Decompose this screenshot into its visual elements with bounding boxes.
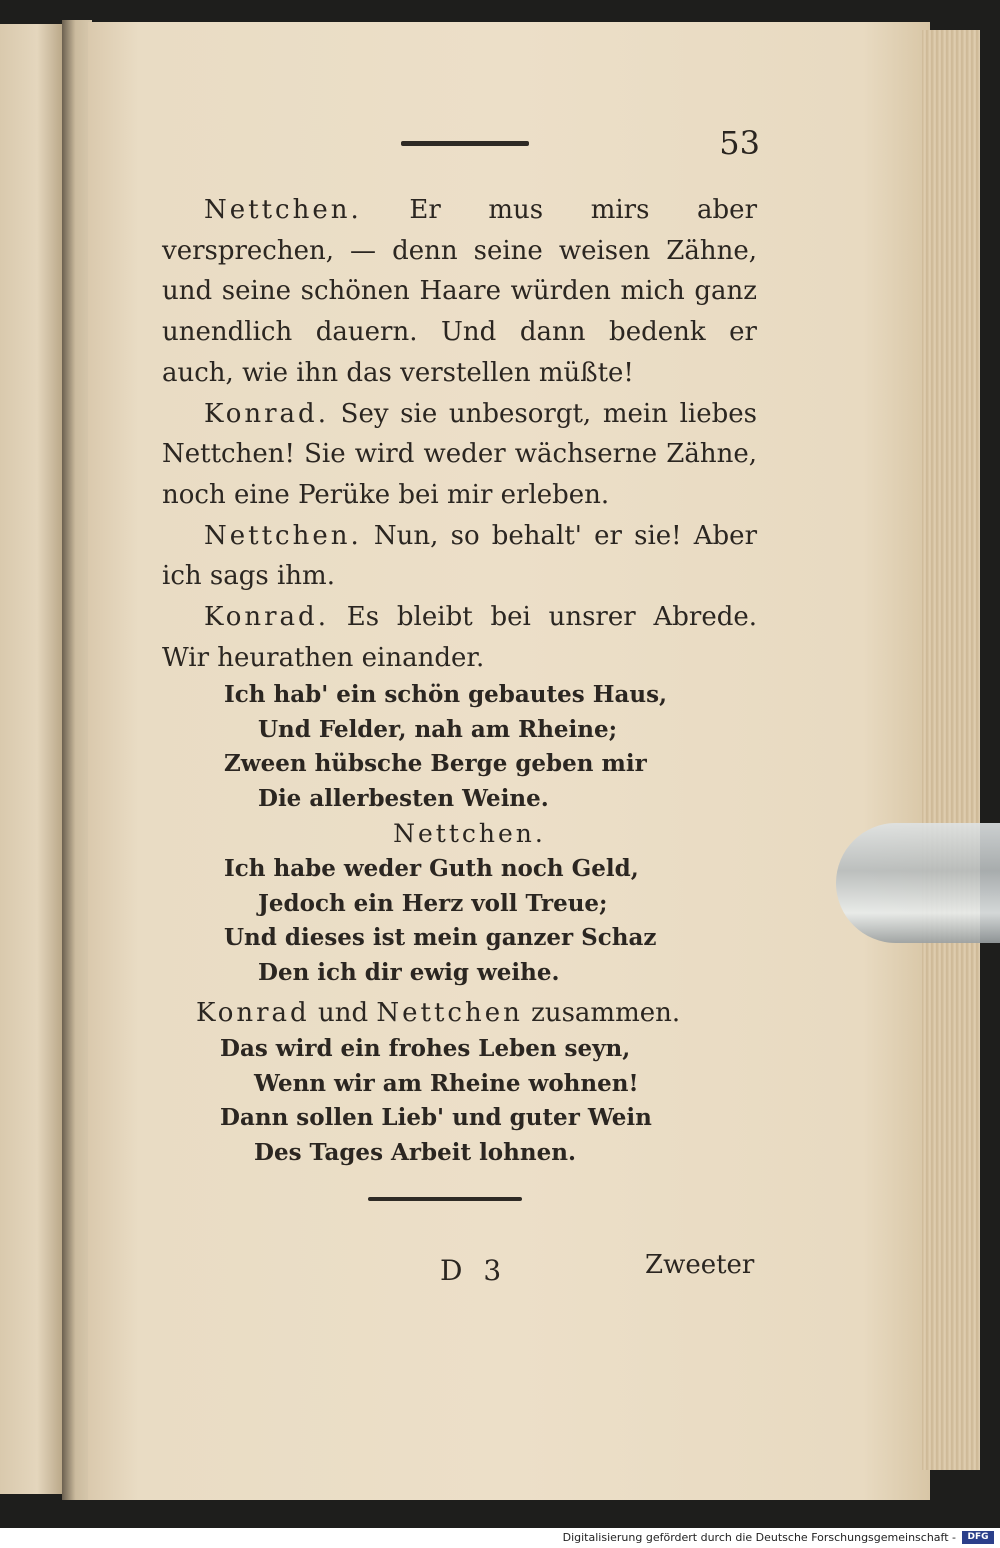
song-stanza-3 bbox=[162, 1032, 757, 1170]
page-number: 53 bbox=[719, 124, 760, 162]
verse-line: Ich hab' ein schön gebautes Haus, bbox=[224, 681, 668, 709]
funding-credit: Digitalisierung gefördert durch die Deutsche Forschungsgemeinschaft - bbox=[562, 1531, 956, 1544]
speaker-name: Nettchen. bbox=[204, 195, 362, 225]
speaker-joiner: und bbox=[317, 998, 369, 1029]
verse-line: Ich habe weder Guth noch Geld, bbox=[224, 855, 639, 883]
dialogue-paragraph-2 bbox=[162, 394, 757, 516]
credit-bar bbox=[0, 1528, 1000, 1548]
speaker-name: Nettchen bbox=[376, 998, 523, 1029]
sheet-signature: D 3 bbox=[440, 1254, 508, 1287]
stanza-speakers-together bbox=[162, 994, 757, 1032]
page-block-edge bbox=[922, 30, 980, 1470]
speaker-name: Konrad. bbox=[204, 398, 329, 429]
stanza-speaker: Nettchen. bbox=[393, 819, 546, 849]
speaker-name: Nettchen. bbox=[204, 520, 362, 551]
dialogue-paragraph-3 bbox=[162, 516, 757, 597]
verse-line: Die allerbesten Weine. bbox=[258, 784, 549, 812]
dialogue-text: Er mus mirs aber versprechen, — denn seine weisen Zähne, und seine schönen Haare würden mich ganz unendlich dauern. Und dann bedenk er auch, wie ihn das verstellen müßte! bbox=[162, 195, 758, 388]
dialogue-text: Sey sie unbesorgt, mein liebes Nettchen! Sie wird weder wächserne Zähne, noch eine Perüke bei mir erleben. bbox=[162, 398, 757, 510]
dialogue-paragraph-4 bbox=[162, 597, 757, 678]
footer-rule bbox=[368, 1197, 522, 1201]
verse-line: Wenn wir am Rheine wohnen! bbox=[254, 1069, 639, 1097]
verse-line: Den ich dir ewig weihe. bbox=[258, 958, 560, 986]
song-stanza-1 bbox=[162, 678, 757, 816]
verse-line: Zween hübsche Berge geben mir bbox=[224, 750, 647, 778]
verse-line: Und Felder, nah am Rheine; bbox=[258, 715, 618, 743]
verse-line: Das wird ein frohes Leben seyn, bbox=[220, 1035, 631, 1063]
speaker-name: Konrad. bbox=[204, 602, 329, 633]
dfg-logo-icon: DFG bbox=[962, 1531, 994, 1544]
header-rule bbox=[401, 141, 529, 146]
verse-line: Dann sollen Lieb' und guter Wein bbox=[220, 1104, 652, 1132]
speaker-suffix: zusammen. bbox=[531, 998, 681, 1029]
catchword: Zweeter bbox=[645, 1250, 755, 1280]
dialogue-text: Nun, so behalt' er sie! Aber ich sags ihm. bbox=[162, 520, 757, 592]
speaker-name: Konrad bbox=[196, 998, 310, 1029]
left-page-edge bbox=[0, 24, 62, 1494]
dialogue-text: Es bleibt bei unsrer Abrede. Wir heurathen einander. bbox=[162, 602, 758, 673]
dialogue-paragraph-1 bbox=[162, 190, 757, 394]
song-stanza-2 bbox=[162, 852, 757, 990]
verse-line: Und dieses ist mein ganzer Schaz bbox=[224, 924, 657, 952]
verse-line: Jedoch ein Herz voll Treue; bbox=[258, 889, 608, 917]
verse-line: Des Tages Arbeit lohnen. bbox=[254, 1138, 576, 1166]
page-text bbox=[162, 190, 757, 1170]
page-clip bbox=[836, 823, 1000, 943]
